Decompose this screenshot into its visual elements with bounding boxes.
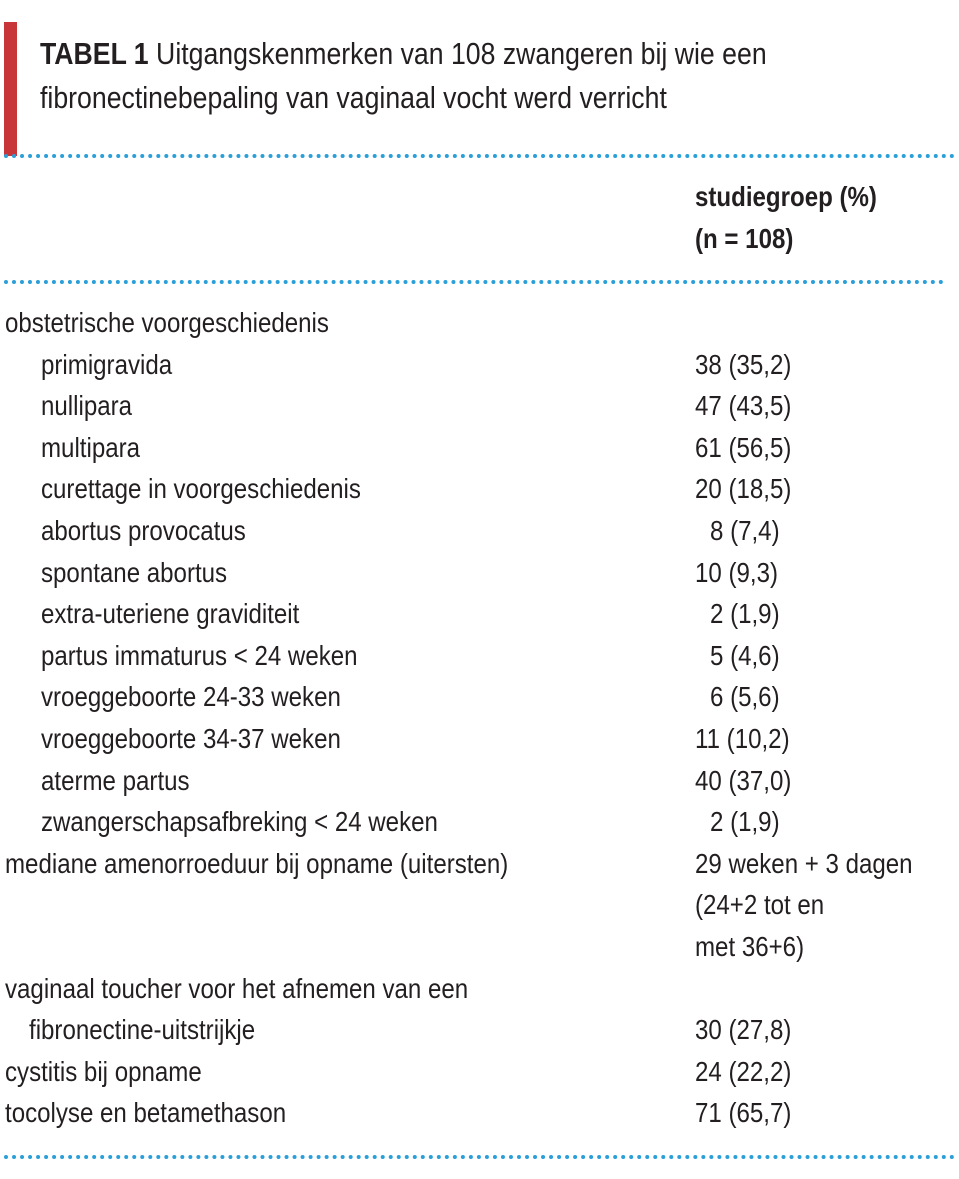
table-row <box>0 676 959 718</box>
table-row <box>0 635 959 677</box>
row-label: tocolyse en betamethason <box>5 1097 287 1129</box>
row-value: 71 (65,7) <box>695 1097 792 1129</box>
table-row <box>0 760 959 802</box>
table-row <box>0 801 959 843</box>
row-label: partus immaturus < 24 weken <box>41 639 358 671</box>
row-label: fibronectine-uitstrijkje <box>29 1014 256 1046</box>
row-label: mediane amenorroeduur bij opname (uitersten) <box>5 847 509 879</box>
table-row <box>0 1092 959 1134</box>
row-value: 11 (10,2) <box>695 722 790 754</box>
row-value: 2 (1,9) <box>710 598 780 630</box>
row-value: 24 (22,2) <box>695 1055 792 1087</box>
row-value: 40 (37,0) <box>695 764 792 796</box>
title-line-1 <box>40 32 814 76</box>
table-row <box>0 968 959 1010</box>
row-label: extra-uteriene graviditeit <box>41 598 300 630</box>
table-row <box>0 1051 959 1093</box>
row-value: 5 (4,6) <box>710 639 780 671</box>
row-value: 47 (43,5) <box>695 390 792 422</box>
row-label: nullipara <box>41 390 133 422</box>
title-accent-bar <box>4 22 17 156</box>
row-label: multipara <box>41 431 141 463</box>
title-line-2: fibronectinebepaling van vaginaal vocht werd verricht <box>40 80 667 115</box>
row-value: (24+2 tot en <box>695 889 825 921</box>
row-value: 38 (35,2) <box>695 348 792 380</box>
row-label: vroeggeboorte 34-37 weken <box>41 722 341 754</box>
table-row <box>0 385 959 427</box>
column-header-line-2: (n = 108) <box>695 223 794 254</box>
row-label: spontane abortus <box>41 556 228 588</box>
table-row <box>0 344 959 386</box>
row-label: vaginaal toucher voor het afnemen van een <box>5 972 469 1004</box>
title-text-1: Uitgangskenmerken van 108 zwangeren bij wie een <box>156 36 767 71</box>
table-row <box>0 593 959 635</box>
divider-top <box>4 154 955 158</box>
table-row <box>0 468 959 510</box>
row-label: primigravida <box>41 348 173 380</box>
table-row <box>0 884 959 926</box>
row-value: 30 (27,8) <box>695 1014 792 1046</box>
row-value: 8 (7,4) <box>710 514 780 546</box>
row-value: 10 (9,3) <box>695 556 778 588</box>
divider-bottom <box>4 1155 955 1159</box>
table-body <box>0 302 959 1134</box>
table-row <box>0 510 959 552</box>
row-value: 20 (18,5) <box>695 473 792 505</box>
row-label: obstetrische voorgeschiedenis <box>5 307 329 338</box>
row-value: 29 weken + 3 dagen <box>695 847 913 879</box>
table-label: TABEL 1 <box>40 36 149 71</box>
column-header-line-1: studiegroep (%) <box>695 181 877 212</box>
row-label: abortus provocatus <box>41 514 246 546</box>
table-row <box>0 718 959 760</box>
row-value: 6 (5,6) <box>710 681 780 713</box>
row-label: aterme partus <box>41 764 190 796</box>
column-header <box>695 176 877 260</box>
table-row <box>0 843 959 885</box>
row-label: zwangerschapsafbreking < 24 weken <box>41 806 438 838</box>
table-row <box>0 1009 959 1051</box>
table-title <box>40 32 814 120</box>
row-label: cystitis bij opname <box>5 1055 202 1087</box>
table-row <box>0 926 959 968</box>
row-value: met 36+6) <box>695 930 805 962</box>
row-value: 2 (1,9) <box>710 806 780 838</box>
table-row <box>0 427 959 469</box>
row-label: curettage in voorgeschiedenis <box>41 473 361 505</box>
divider-header <box>4 280 944 284</box>
row-label: vroeggeboorte 24-33 weken <box>41 681 341 713</box>
row-value: 61 (56,5) <box>695 431 792 463</box>
table-row <box>0 552 959 594</box>
table-row <box>0 302 959 344</box>
